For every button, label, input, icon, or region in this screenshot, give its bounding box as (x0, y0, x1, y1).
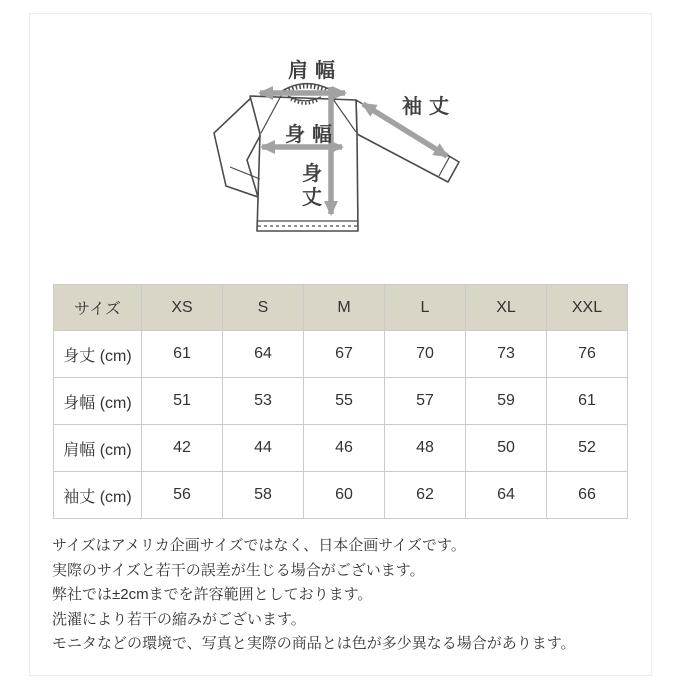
note-line: 弊社では±2cmまでを許容範囲としております。 (52, 586, 373, 604)
size-table-header-row (54, 285, 628, 331)
cell-value: 51 (142, 378, 223, 425)
size-table-header-cell: XL (466, 285, 547, 331)
table-row-body-length (54, 331, 628, 378)
cell-value: 55 (304, 378, 385, 425)
note-line: 洗濯により若干の縮みがございます。 (52, 610, 306, 628)
cell-value: 73 (466, 331, 547, 378)
note-line: 実際のサイズと若干の誤差が生じる場合がございます。 (52, 561, 425, 579)
table-row-body-width (54, 378, 628, 425)
cell-value: 57 (385, 378, 466, 425)
cell-value: 50 (466, 425, 547, 472)
cell-value: 61 (142, 331, 223, 378)
body-width-label: 身幅 (285, 124, 339, 146)
cell-value: 58 (223, 472, 304, 519)
cell-value: 61 (547, 378, 628, 425)
row-label: 身幅 (cm) (54, 378, 142, 425)
cell-value: 46 (304, 425, 385, 472)
cell-value: 53 (223, 378, 304, 425)
cell-value: 48 (385, 425, 466, 472)
size-table-header-cell: XXL (547, 285, 628, 331)
cell-value: 59 (466, 378, 547, 425)
cell-value: 66 (547, 472, 628, 519)
cell-value: 70 (385, 331, 466, 378)
cell-value: 56 (142, 472, 223, 519)
cell-value: 64 (466, 472, 547, 519)
cell-value: 52 (547, 425, 628, 472)
cell-value: 60 (304, 472, 385, 519)
row-label: 身丈 (cm) (54, 331, 142, 378)
cell-value: 76 (547, 331, 628, 378)
shirt-measurement-diagram (0, 0, 680, 280)
table-row-shoulder-width (54, 425, 628, 472)
body-length-label-char2: 丈 (302, 187, 329, 209)
sleeve-length-label: 袖丈 (402, 96, 456, 118)
note-line: サイズはアメリカ企画サイズではなく、日本企画サイズです。 (52, 537, 466, 554)
cell-value: 64 (223, 331, 304, 378)
size-notes (52, 534, 642, 657)
cell-value: 62 (385, 472, 466, 519)
cell-value: 67 (304, 331, 385, 378)
size-table-header-cell: サイズ (54, 285, 142, 331)
note-line: モニタなどの環境で、写真と実際の商品とは色が多少異なる場合があります。 (52, 635, 576, 653)
row-label: 袖丈 (cm) (54, 472, 142, 519)
size-table-header-cell: L (385, 285, 466, 331)
table-row-sleeve-length (54, 472, 628, 519)
size-table-header-cell: XS (142, 285, 223, 331)
cell-value: 42 (142, 425, 223, 472)
body-length-label-char1: 身 (302, 163, 329, 185)
size-table-header-cell: M (304, 285, 385, 331)
row-label: 肩幅 (cm) (54, 425, 142, 472)
shoulder-width-label: 肩幅 (288, 60, 342, 82)
size-table (53, 284, 628, 519)
cell-value: 44 (223, 425, 304, 472)
size-table-header-cell: S (223, 285, 304, 331)
